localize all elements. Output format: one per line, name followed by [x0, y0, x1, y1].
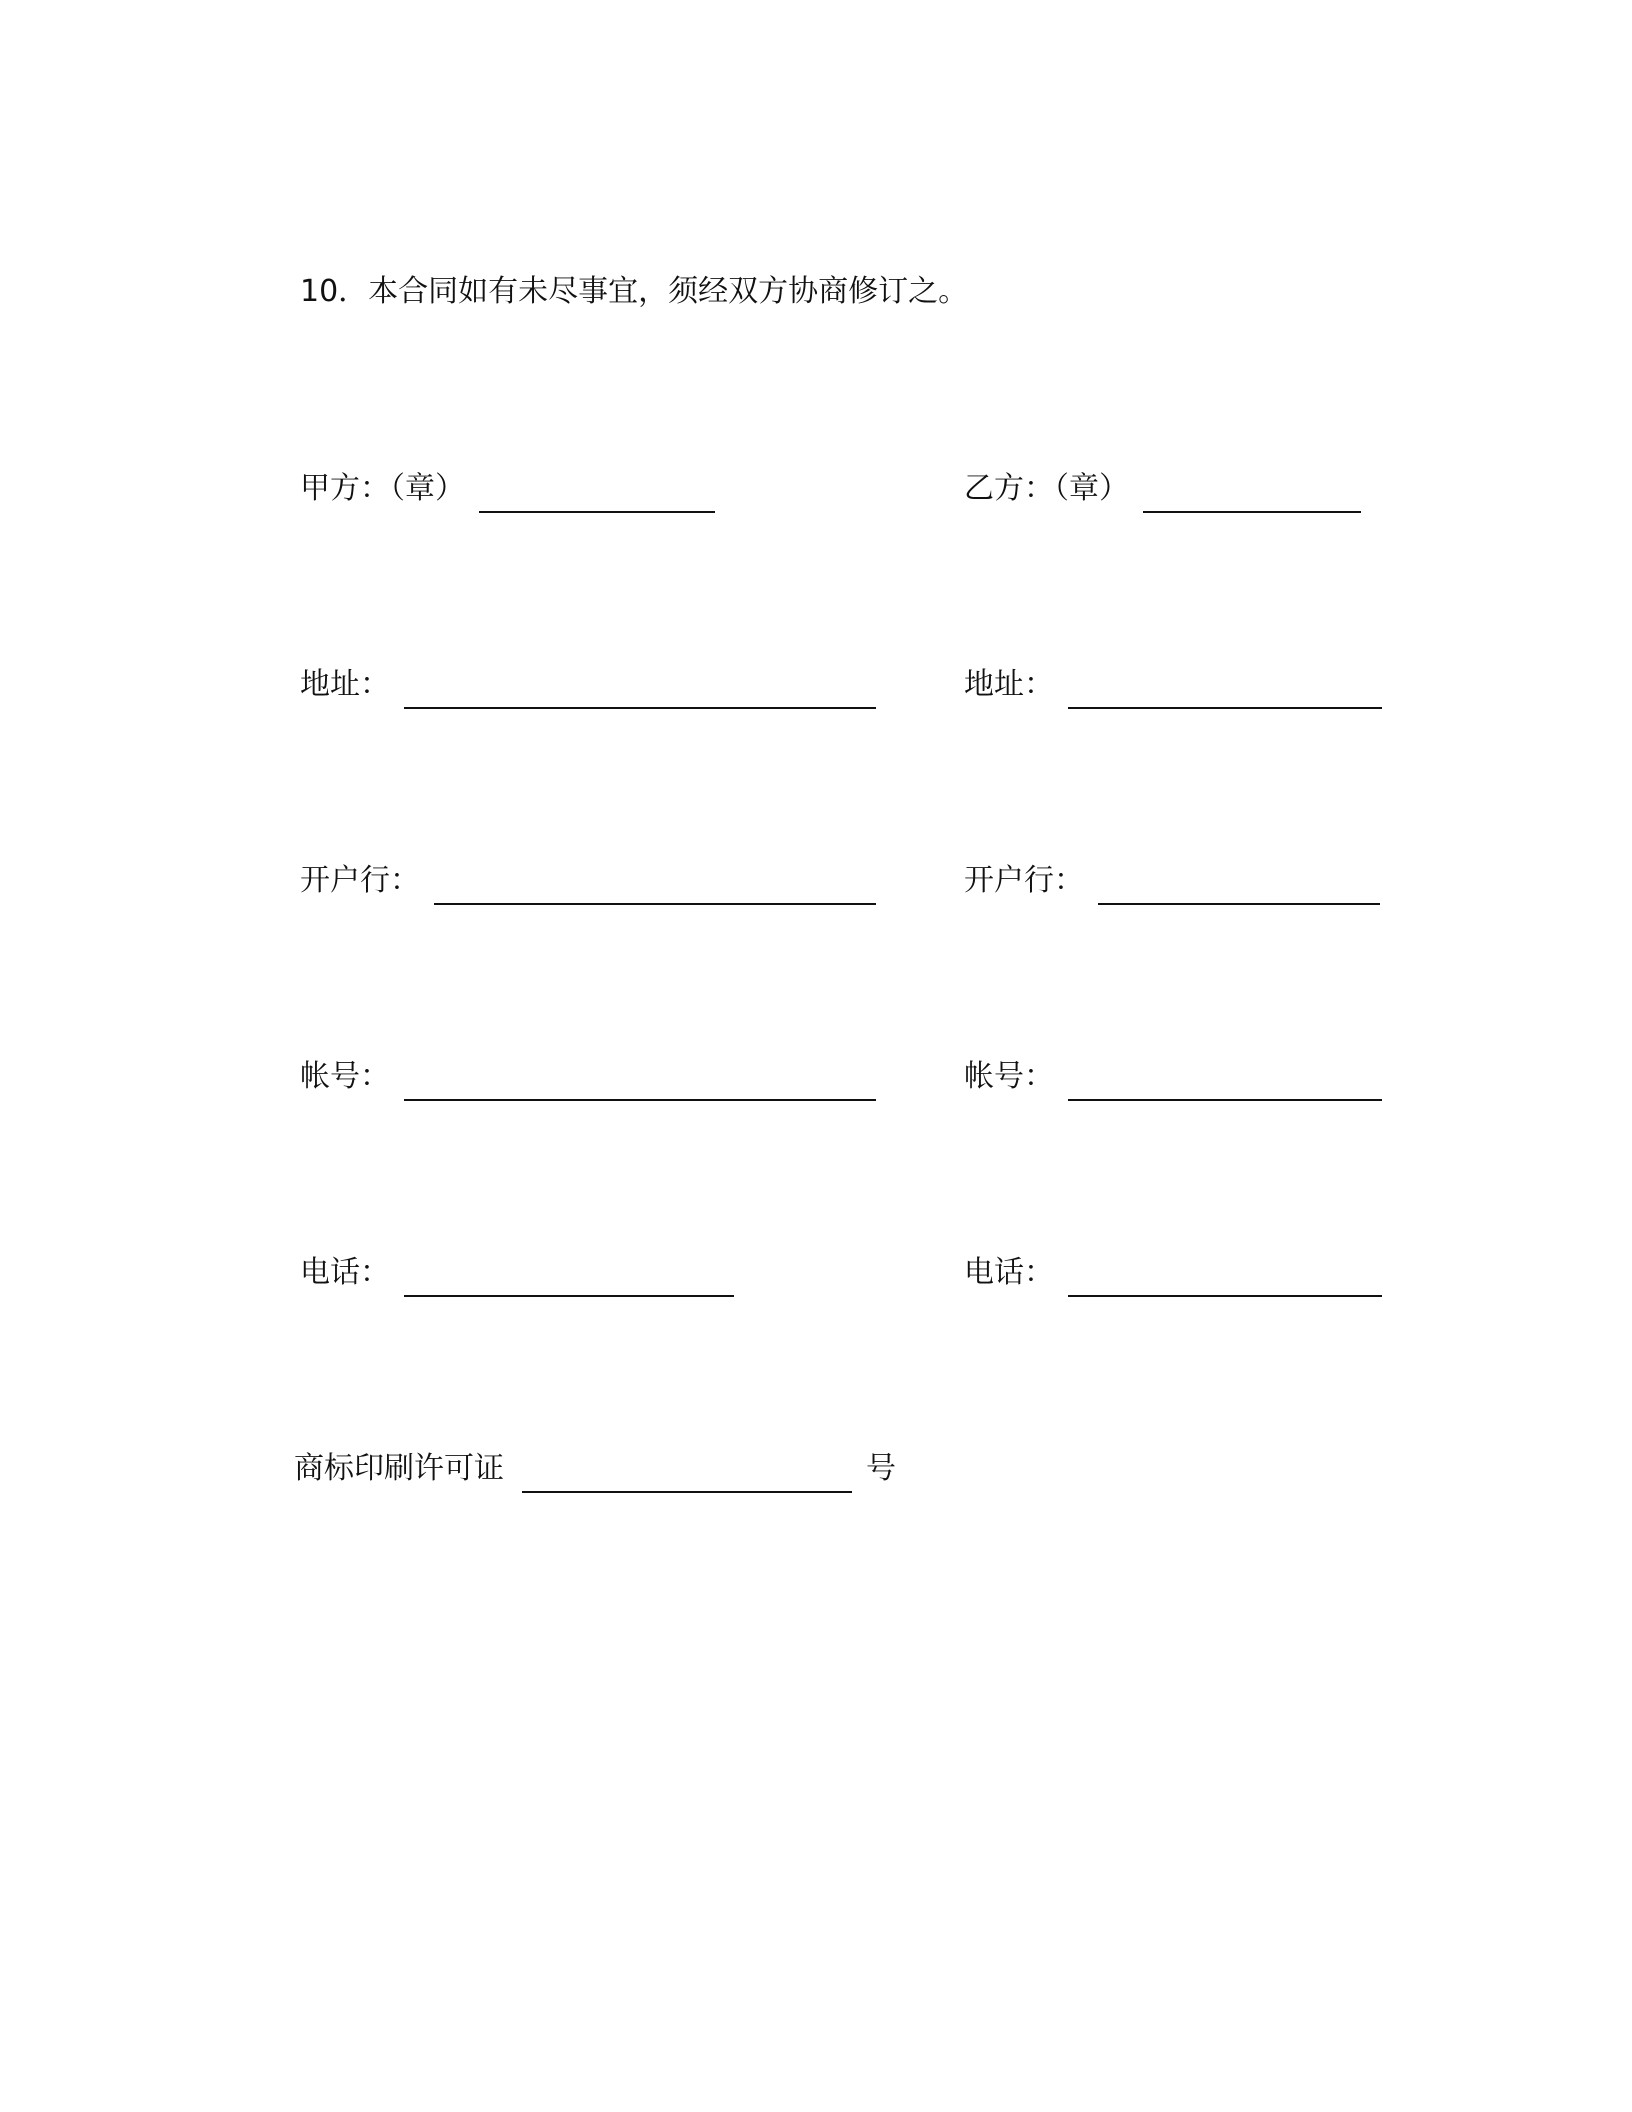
party-b-account-label: 帐号： [964, 1059, 1054, 1094]
party-a-account-blank[interactable] [404, 1098, 876, 1101]
party-b-phone-label: 电话： [964, 1255, 1054, 1290]
party-b-account-row [964, 1053, 1382, 1103]
party-b-bank-row [964, 857, 1380, 907]
license-number-blank[interactable] [522, 1490, 852, 1493]
party-b-bank-label: 开户行： [964, 863, 1084, 898]
party-b-address-blank[interactable] [1068, 706, 1382, 709]
party-a-address-blank[interactable] [404, 706, 876, 709]
party-b-seal-label: 乙方：（章） [964, 471, 1129, 506]
party-a-seal-label: 甲方：（章） [300, 471, 465, 506]
license-suffix: 号 [866, 1451, 896, 1486]
license-row [294, 1445, 896, 1495]
license-label: 商标印刷许可证 [294, 1451, 504, 1486]
party-a-bank-blank[interactable] [434, 902, 876, 905]
party-a-bank-label: 开户行： [300, 863, 420, 898]
party-a-phone-label: 电话： [300, 1255, 390, 1290]
party-a-phone-row [300, 1249, 734, 1299]
party-a-seal-row [300, 465, 715, 515]
party-b-address-label: 地址： [964, 667, 1054, 702]
party-b-address-row [964, 661, 1382, 711]
party-a-account-label: 帐号： [300, 1059, 390, 1094]
party-b-seal-row [964, 465, 1361, 515]
party-b-bank-blank[interactable] [1098, 902, 1380, 905]
party-a-bank-row [300, 857, 876, 907]
clause-10-text: 10．本合同如有未尽事宜，须经双方协商修订之。 [300, 274, 969, 309]
party-b-phone-row [964, 1249, 1382, 1299]
party-a-address-row [300, 661, 876, 711]
party-b-seal-blank[interactable] [1143, 510, 1361, 513]
party-a-seal-blank[interactable] [479, 510, 715, 513]
party-b-account-blank[interactable] [1068, 1098, 1382, 1101]
party-a-phone-blank[interactable] [404, 1294, 734, 1297]
party-a-address-label: 地址： [300, 667, 390, 702]
party-b-phone-blank[interactable] [1068, 1294, 1382, 1297]
party-a-account-row [300, 1053, 876, 1103]
